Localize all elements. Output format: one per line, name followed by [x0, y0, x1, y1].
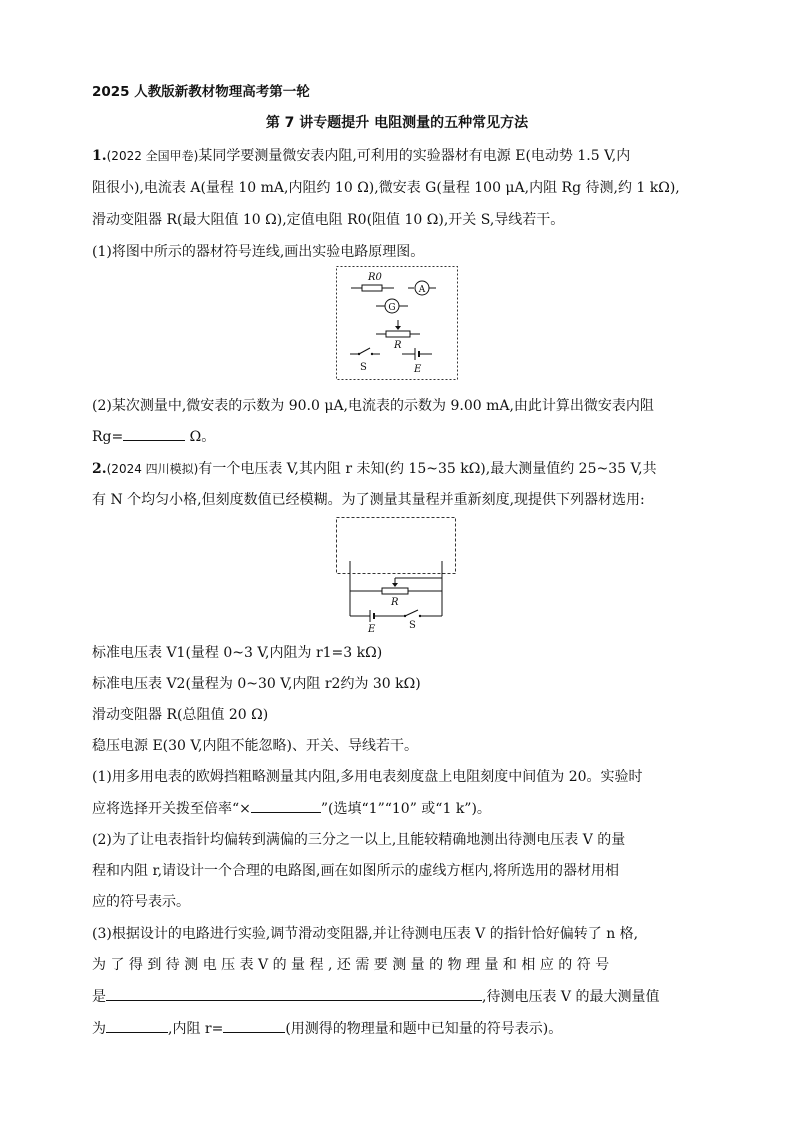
q2-part-3-a: (3)根据设计的电路进行实验,调节滑动变阻器,并让待测电压表 V 的指针恰好偏转了 n 格,: [92, 926, 639, 942]
q2-part-1-a: (1)用多用电表的欧姆挡粗略测量其内阻,多用电表刻度盘上电阻刻度中间值为 20。实验时: [92, 769, 643, 785]
series-header: 2025 人教版新教材物理高考第一轮: [92, 84, 310, 100]
galvanometer-label: G: [388, 303, 396, 313]
q1-circuit-figure: [336, 266, 458, 380]
q1-line-1: [92, 146, 704, 166]
q2-p3d-prefix: 为: [92, 1021, 106, 1037]
q2-part-3-b: 为 了 得 到 待 测 电 压 表 V 的 量 程 , 还 需 要 测 量 的 物 理 量 和 相 应 的 符 号: [92, 957, 610, 973]
q2-multiplier-answer-blank[interactable]: [251, 798, 321, 813]
q2-item-4: 稳压电源 E(30 V,内阻不能忽略)、开关、导线若干。: [92, 738, 418, 754]
q1-line-2: 阻很小),电流表 A(量程 10 mA,内阻约 10 Ω),微安表 G(量程 100 μA,内阻 Rg 待测,约 1 kΩ),: [92, 180, 680, 196]
q2-part-3-d: [92, 1018, 704, 1039]
q2-item-1: 标准电压表 V1(量程 0~3 V,内阻为 r1=3 kΩ): [92, 645, 383, 661]
q2-part-2-c: 应的符号表示。: [92, 894, 190, 910]
q1-figure-frame: [337, 267, 458, 380]
q1-part-1: (1)将图中所示的器材符号连线,画出实验电路原理图。: [92, 244, 425, 260]
q2-line-2: 有 N 个均匀小格,但刻度数值已经模糊。为了测量其量程并重新刻度,现提供下列器材选用:: [92, 492, 645, 508]
q2-circuit-figure: [334, 516, 458, 634]
page-title: 第 7 讲专题提升 电阻测量的五种常见方法: [265, 115, 529, 131]
rheostat-symbol: [386, 331, 410, 337]
q2-p1-prefix: 应将选择开关拨至倍率“×: [92, 801, 251, 817]
q2-line-1: [92, 459, 704, 479]
switch-symbol: [359, 348, 370, 354]
q1-part-2-b: [92, 426, 704, 447]
q2-number: 2.: [92, 461, 107, 477]
q1-number: 1.: [92, 148, 107, 164]
q2-p1-suffix: ”(选填“1”“10” 或“1 k”)。: [320, 801, 491, 817]
q1-rg-prefix: Rg=: [92, 429, 124, 445]
q2-item-3: 滑动变阻器 R(总阻值 20 Ω): [92, 707, 269, 723]
rheostat-slider-arrow: [395, 326, 401, 330]
q2-part-1-b: [92, 798, 704, 819]
q2-p3-prefix: 是: [92, 989, 106, 1005]
r0-resistor-symbol: [362, 285, 382, 291]
q2-item-2: 标准电压表 V2(量程为 0~30 V,内阻 r2约为 30 kΩ): [92, 676, 421, 692]
q2-range-answer-blank[interactable]: [106, 1018, 168, 1033]
q2-rheostat-symbol: [382, 588, 408, 594]
q2-quantity-answer-blank[interactable]: [106, 986, 482, 1001]
q2-p3d-suffix: (用测得的物理量和题中已知量的符号表示)。: [285, 1021, 563, 1037]
q2-part-3-c: [92, 986, 704, 1007]
rheostat-label: R: [394, 340, 402, 351]
q1-rg-answer-blank[interactable]: [123, 426, 185, 441]
q2-source: (2024 四川模拟): [106, 462, 199, 476]
q2-p3-suffix: ,待测电压表 V 的最大测量值: [482, 989, 660, 1005]
q1-label-r0: R0: [368, 272, 382, 283]
q2-design-box[interactable]: [337, 518, 456, 574]
q1-part-2-a: (2)某次测量中,微安表的示数为 90.0 μA,电流表的示数为 9.00 mA,由此计算出微安表内阻: [92, 398, 654, 414]
q2-part-2-a: (2)为了让电表指针均偏转到满偏的三分之一以上,且能较精确地测出待测电压表 V 的量: [92, 832, 626, 848]
q2-text-1: 有一个电压表 V,其内阻 r 未知(约 15~35 kΩ),最大测量值约 25~35 V,共: [198, 461, 657, 477]
q2-resistance-answer-blank[interactable]: [223, 1018, 285, 1033]
q2-rheostat-slider-arrow: [392, 583, 398, 587]
q2-source-label: E: [368, 624, 376, 634]
q1-source: (2022 全国甲卷): [106, 149, 199, 163]
switch-label: S: [360, 362, 367, 373]
ammeter-label: A: [418, 285, 426, 295]
q1-text-1: 某同学要测量微安表内阻,可利用的实验器材有电源 E(电动势 1.5 V,内: [198, 148, 631, 164]
q2-p3d-mid: ,内阻 r=: [168, 1021, 224, 1037]
q1-rg-suffix: Ω。: [185, 429, 216, 445]
q1-line-3: 滑动变阻器 R(最大阻值 10 Ω),定值电阻 R0(阻值 10 Ω),开关 S,导线若干。: [92, 212, 565, 228]
q2-switch-label: S: [409, 620, 416, 631]
source-label: E: [414, 364, 422, 375]
q2-rheostat-label: R: [391, 597, 399, 608]
q2-part-2-b: 程和内阻 r,请设计一个合理的电路图,画在如图所示的虚线方框内,将所选用的器材用相: [92, 863, 619, 879]
q2-switch-symbol: [405, 610, 418, 616]
